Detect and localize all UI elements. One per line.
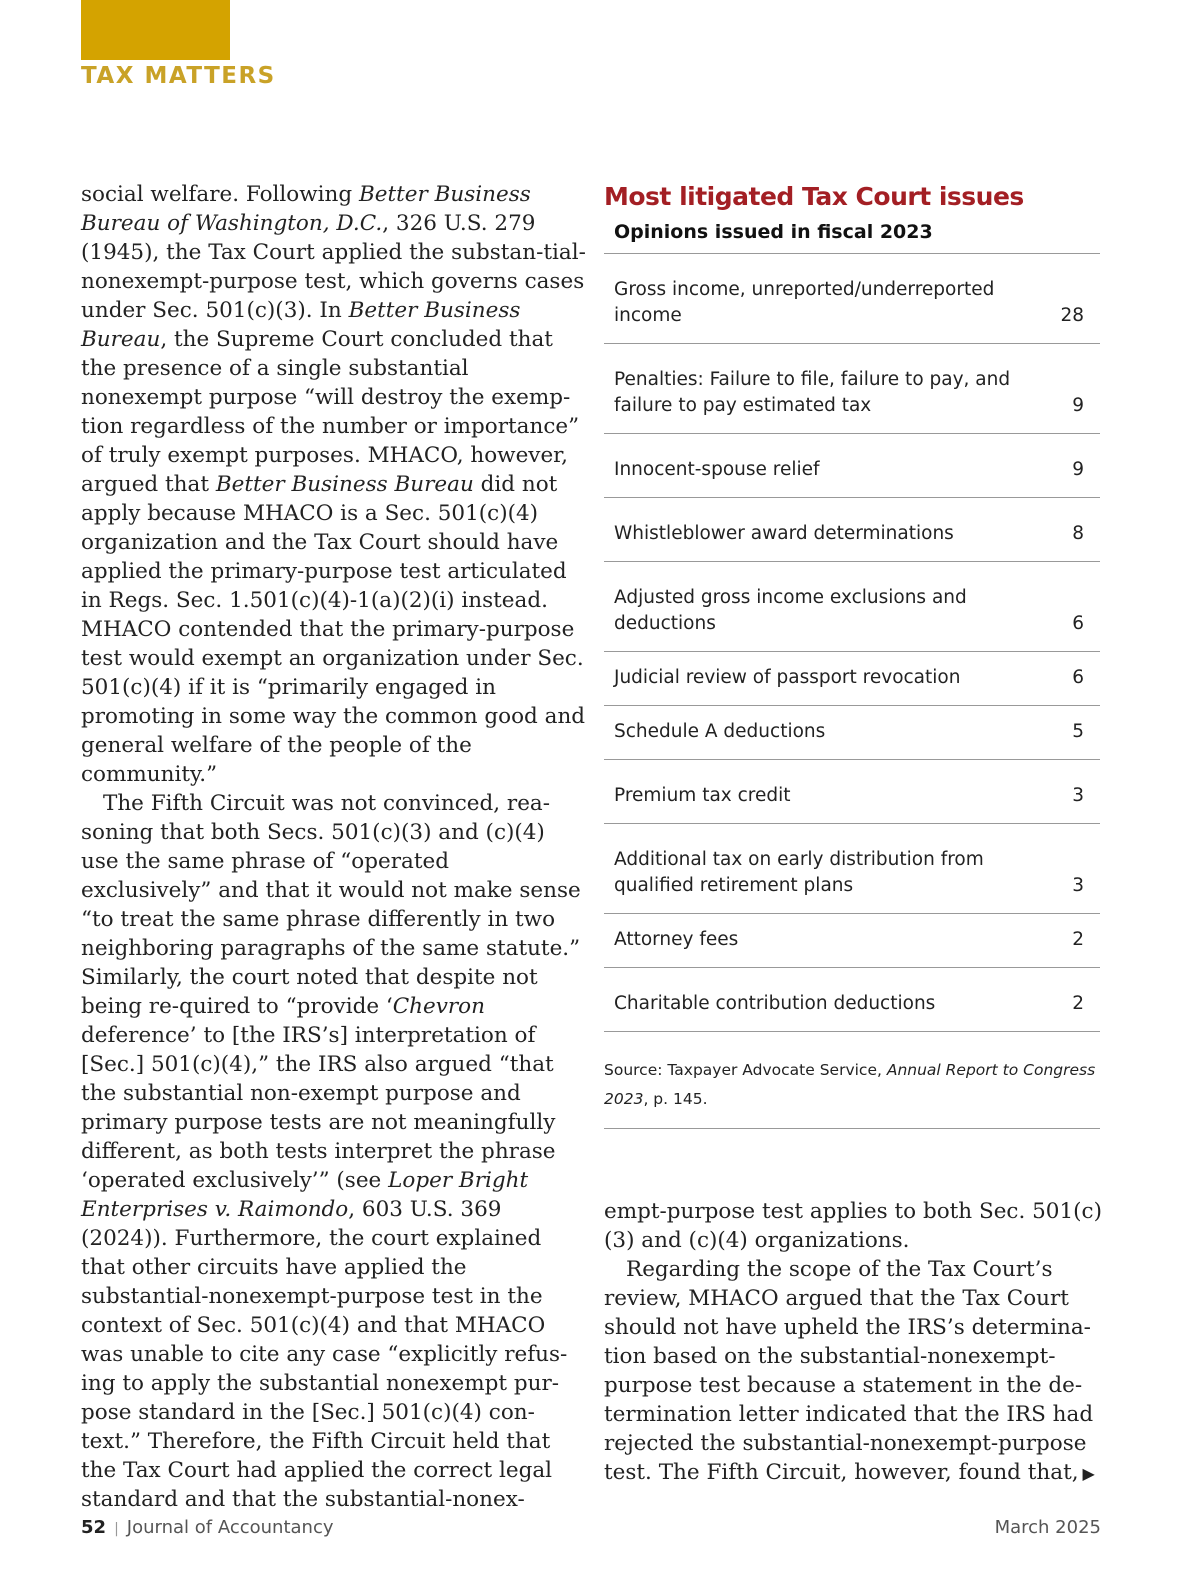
sidebar-title: Most litigated Tax Court issues bbox=[604, 182, 1024, 211]
article-paragraph: Regarding the scope of the Tax Court’s review, MHACO argued that the Tax Court should not have upheld the IRS’s determina-tion based on the substantial-nonexempt-purpose test because a statement in the de-termination letter indicated that the IRS had rejected the substantial-nonexempt-purpose test. The Fifth Circuit, however, found that, ▶ bbox=[604, 1257, 1095, 1485]
litigated-issues-sidebar bbox=[604, 182, 1100, 1129]
table-row: Attorney fees 2 bbox=[604, 914, 1100, 968]
continue-arrow-icon: ▶ bbox=[1082, 1464, 1095, 1483]
section-color-bar bbox=[81, 0, 230, 60]
table-row: Gross income, unreported/underreported income 28 bbox=[604, 254, 1100, 344]
page-number: 52 bbox=[81, 1517, 107, 1538]
page-footer bbox=[81, 1517, 1101, 1538]
table-row: Adjusted gross income exclusions and deductions 6 bbox=[604, 562, 1100, 652]
article-paragraph: empt-purpose test applies to both Sec. 501(c) (3) and (c)(4) organizations. bbox=[604, 1199, 1102, 1253]
section-label: TAX MATTERS bbox=[81, 63, 276, 89]
table-row: Charitable contribution deductions 2 bbox=[604, 968, 1100, 1032]
article-paragraph: The Fifth Circuit was not convinced, rea-soning that both Secs. 501(c)(3) and (c)(4) use the same phrase of “operated exclusively” and that it would not make sense “to treat the same phrase differently in two neighboring paragraphs of the same statute.” Similarly, the court noted that despite not being re-quired to “provide ‘Chevron deference’ to [the IRS’s] interpretation of [Sec.] 501(c)(4),” the IRS also argued “that the substantial non-exempt purpose and primary purpose tests are not meaningfully different, as both tests interpret the phrase ‘operated exclusively’” (see Loper Bright Enterprises v. Raimondo, 603 U.S. 369 (2024)). Furthermore, the court explained that other circuits have applied the substantial-nonexempt-purpose test in the context of Sec. 501(c)(4) and that MHACO was unable to cite any case “explicitly refus-ing to apply the substantial nonexempt pur-pose standard in the [Sec.] 501(c)(4) con-text.” Therefore, the Fifth Circuit held that the Tax Court had applied the correct legal standard and that the substantial-nonex- bbox=[81, 791, 581, 1512]
table-row: Penalties: Failure to file, failure to pay, and failure to pay estimated tax 9 bbox=[604, 344, 1100, 434]
case-citation: Loper Bright Enterprises v. Raimondo bbox=[81, 1168, 529, 1222]
source-title: Annual Report to Congress 2023 bbox=[604, 1061, 1096, 1108]
footer-left bbox=[81, 1517, 334, 1538]
footer-separator: | bbox=[114, 1521, 119, 1537]
publication-name: Journal of Accountancy bbox=[126, 1517, 334, 1538]
case-citation: Better Business Bureau bbox=[81, 298, 521, 352]
article-paragraph: social welfare. Following Better Business Bureau of Washington, D.C., 326 U.S. 279 (1945), the Tax Court applied the substan-tial-nonexempt-purpose test, which governs cases under Sec. 501(c)(3). In Better Business Bureau, the Supreme Court concluded that the presence of a single substantial nonexempt purpose “will destroy the exemp-tion regardless of the number or importance” of truly exempt purposes. MHACO, however, argued that Better Business Bureau did not apply because MHACO is a Sec. 501(c)(4) organization and the Tax Court should have applied the primary-purpose test articulated in Regs. Sec. 1.501(c)(4)-1(a)(2)(i) instead. MHACO contended that the primary-purpose test would exempt an organization under Sec. 501(c)(4) if it is “primarily engaged in promoting in some way the common good and general welfare of the people of the community.” bbox=[81, 182, 586, 787]
table-row: Additional tax on early distribution from qualified retirement plans 3 bbox=[604, 824, 1100, 914]
sidebar-subtitle: Opinions issued in fiscal 2023 bbox=[614, 221, 933, 243]
table-row: Judicial review of passport revocation 6 bbox=[604, 652, 1100, 706]
case-citation: Better Business Bureau of Washington, D.C. bbox=[81, 182, 531, 236]
table-row: Premium tax credit 3 bbox=[604, 760, 1100, 824]
article-left-column bbox=[81, 180, 586, 1514]
case-citation: Chevron bbox=[392, 994, 485, 1019]
table-row: Whistleblower award determinations 8 bbox=[604, 498, 1100, 562]
case-citation: Better Business Bureau bbox=[215, 472, 474, 497]
source-note: Source: Taxpayer Advocate Service, Annual Report to Congress 2023, p. 145. bbox=[604, 1056, 1100, 1129]
issues-table bbox=[604, 253, 1100, 1032]
issue-date: March 2025 bbox=[994, 1517, 1101, 1538]
table-row: Innocent-spouse relief 9 bbox=[604, 434, 1100, 498]
table-row: Schedule A deductions 5 bbox=[604, 706, 1100, 760]
article-right-column bbox=[604, 1197, 1109, 1488]
